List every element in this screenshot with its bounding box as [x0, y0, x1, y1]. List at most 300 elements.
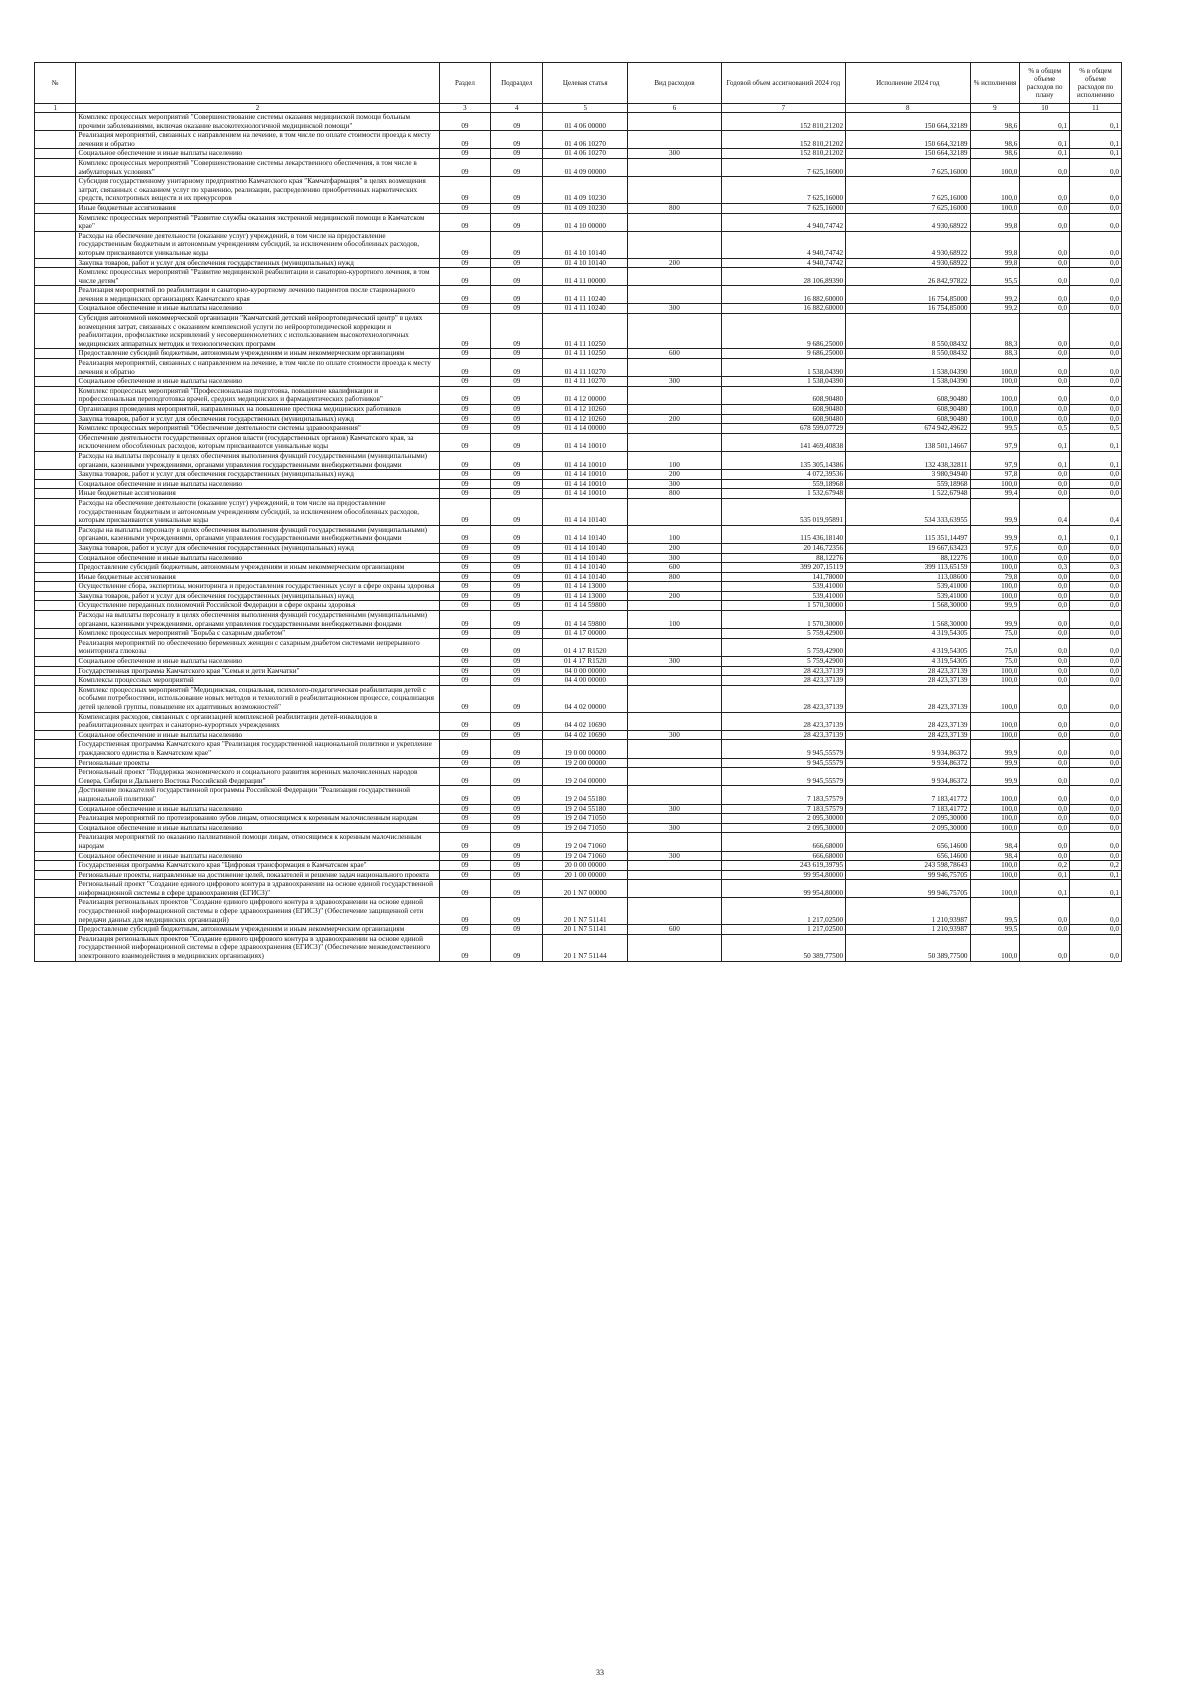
share-plan-cell: 0,0 [1020, 349, 1070, 359]
expense-type-cell [628, 934, 721, 961]
column-number: 4 [491, 104, 543, 113]
podrazdel-cell: 09 [491, 489, 543, 499]
target-article-cell: 01 4 14 13000 [543, 591, 628, 601]
razdel-cell: 09 [439, 304, 491, 314]
name-cell: Реализация мероприятий по оказанию паллиативной помощи лицам, относящимся к коренным малочисленным народам [76, 833, 439, 851]
name-cell: Компенсация расходов, связанных с организацией комплексной реабилитации детей-инвалидов в реабилитационных центрах и санаторно-курортных учреждениях [76, 712, 439, 730]
execution-percent-cell: 97,8 [970, 470, 1020, 480]
razdel-cell: 09 [439, 258, 491, 268]
share-exec-cell: 0,0 [1070, 479, 1122, 489]
share-exec-cell: 0,0 [1070, 231, 1122, 258]
name-cell: Социальное обеспечение и иные выплаты населению [76, 377, 439, 387]
execution-percent-cell: 95,5 [970, 268, 1020, 286]
table-row [35, 870, 1122, 880]
plan-amount-cell: 539,41000 [721, 591, 845, 601]
row-num-cell [35, 851, 76, 861]
table-row [35, 833, 1122, 851]
execution-percent-cell: 100,0 [970, 203, 1020, 213]
table-row [35, 304, 1122, 314]
razdel-cell: 09 [439, 131, 491, 149]
name-cell: Региональные проекты, направленные на достижение целей, показателей и решение задач национального проекта [76, 870, 439, 880]
share-plan-cell: 0,0 [1020, 405, 1070, 415]
plan-amount-cell: 152 810,21202 [721, 131, 845, 149]
execution-percent-cell: 100,0 [970, 177, 1020, 204]
name-cell: Комплекс процессных мероприятий "Медицинская, социальная, психолого-педагогическая реабилитация детей с особыми потребностями, использование новых методов и технологий в реабилитационном процессе, социализация детей целевой группы, повышение их адаптивных возможностей" [76, 685, 439, 712]
razdel-cell: 09 [439, 572, 491, 582]
name-cell: Социальное обеспечение и иные выплаты населению [76, 657, 439, 667]
fact-amount-cell: 1 522,67948 [846, 489, 970, 499]
share-plan-cell: 0,0 [1020, 479, 1070, 489]
target-article-cell: 19 0 00 00000 [543, 740, 628, 758]
row-num-cell [35, 405, 76, 415]
share-exec-cell: 0,0 [1070, 712, 1122, 730]
execution-percent-cell: 97,9 [970, 433, 1020, 451]
name-cell: Закупка товаров, работ и услуг для обеспечения государственных (муниципальных) нужд [76, 414, 439, 424]
table-row [35, 676, 1122, 686]
target-article-cell: 04 4 02 10690 [543, 712, 628, 730]
plan-amount-cell: 99 954,80000 [721, 880, 845, 898]
target-article-cell: 01 4 11 10240 [543, 286, 628, 304]
fact-amount-cell: 8 550,08432 [846, 314, 970, 349]
razdel-cell: 09 [439, 414, 491, 424]
expense-type-cell [628, 833, 721, 851]
execution-percent-cell: 99,9 [970, 601, 1020, 611]
podrazdel-cell: 09 [491, 286, 543, 304]
plan-amount-cell: 4 940,74742 [721, 258, 845, 268]
share-plan-cell: 0,0 [1020, 638, 1070, 656]
row-num-cell [35, 553, 76, 563]
plan-amount-cell: 535 019,95891 [721, 498, 845, 525]
expense-type-cell [628, 314, 721, 349]
row-num-cell [35, 591, 76, 601]
row-num-cell [35, 113, 76, 131]
table-row [35, 814, 1122, 824]
table-row [35, 685, 1122, 712]
share-exec-cell: 0,0 [1070, 657, 1122, 667]
target-article-cell: 01 4 17 R1520 [543, 657, 628, 667]
name-cell: Региональные проекты [76, 758, 439, 768]
razdel-cell: 09 [439, 730, 491, 740]
name-cell: Субсидия автономной некоммерческой организации "Камчатский детский нейроортопедический центр" в целях возмещения затрат, связанных с оказанием комплексной услуги по нейроортопедической коррекции и реабилитации, профилактике искривлений у несовершеннолетних с использованием высокотехнологичных медицинских аппаратных методик и технологических программ [76, 314, 439, 349]
share-exec-cell: 0,0 [1070, 158, 1122, 176]
plan-amount-cell: 152 810,21202 [721, 149, 845, 159]
row-num-cell [35, 158, 76, 176]
plan-amount-cell: 2 095,30000 [721, 814, 845, 824]
fact-amount-cell: 559,18968 [846, 479, 970, 489]
plan-amount-cell: 1 217,02500 [721, 898, 845, 925]
execution-percent-cell: 99,9 [970, 740, 1020, 758]
name-cell: Расходы на обеспечение деятельности (оказание услуг) учреждений, в том числе на предоставление государственным бюджетным и автономным учреждениям субсидий, за исключением обособленных расходов, которым присваиваются уникальные коды [76, 231, 439, 258]
execution-percent-cell: 100,0 [970, 359, 1020, 377]
name-cell: Комплексы процессных мероприятий [76, 676, 439, 686]
share-plan-cell: 0,0 [1020, 582, 1070, 592]
row-num-cell [35, 563, 76, 573]
share-exec-cell: 0,0 [1070, 203, 1122, 213]
name-cell: Расходы на выплаты персоналу в целях обеспечения выполнения функций государственными (муниципальными) органами, казенными учреждениями, органами управления государственными внебюджетными фондами [76, 451, 439, 469]
plan-amount-cell: 99 954,80000 [721, 870, 845, 880]
execution-percent-cell: 100,0 [970, 804, 1020, 814]
name-cell: Государственная программа Камчатского края "Цифровая трансформация в Камчатском крае" [76, 861, 439, 871]
table-row [35, 611, 1122, 629]
plan-amount-cell: 28 106,89390 [721, 268, 845, 286]
table-row [35, 470, 1122, 480]
share-plan-cell: 0,2 [1020, 861, 1070, 871]
target-article-cell: 20 1 00 00000 [543, 870, 628, 880]
razdel-cell: 09 [439, 601, 491, 611]
share-plan-cell: 0,0 [1020, 804, 1070, 814]
name-cell: Осуществление переданных полномочий Российской Федерации в сфере охраны здоровья [76, 601, 439, 611]
share-plan-cell: 0,0 [1020, 359, 1070, 377]
target-article-cell: 01 4 14 59800 [543, 611, 628, 629]
row-num-cell [35, 349, 76, 359]
table-row [35, 149, 1122, 159]
expense-type-cell [628, 213, 721, 231]
share-plan-cell: 0,1 [1020, 525, 1070, 543]
row-num-cell [35, 231, 76, 258]
name-cell: Организация проведения мероприятий, направленных на повышение престижа медицинских работников [76, 405, 439, 415]
target-article-cell: 01 4 12 10260 [543, 405, 628, 415]
expense-type-cell: 300 [628, 804, 721, 814]
row-num-cell [35, 685, 76, 712]
plan-amount-cell: 152 810,21202 [721, 113, 845, 131]
target-article-cell: 01 4 14 10140 [543, 525, 628, 543]
target-article-cell: 01 4 11 10250 [543, 349, 628, 359]
name-cell: Социальное обеспечение и иные выплаты населению [76, 553, 439, 563]
execution-percent-cell: 97,9 [970, 451, 1020, 469]
share-exec-cell: 0,1 [1070, 433, 1122, 451]
plan-amount-cell: 608,90480 [721, 405, 845, 415]
plan-amount-cell: 9 945,55579 [721, 768, 845, 786]
razdel-cell: 09 [439, 591, 491, 601]
expense-type-cell [628, 786, 721, 804]
name-cell: Расходы на выплаты персоналу в целях обеспечения выполнения функций государственными (муниципальными) органами, казенными учреждениями, органами управления государственными внебюджетными фондами [76, 611, 439, 629]
plan-amount-cell: 666,68000 [721, 833, 845, 851]
target-article-cell: 01 4 11 10240 [543, 304, 628, 314]
row-num-cell [35, 479, 76, 489]
column-number-row [35, 104, 1122, 113]
name-cell: Закупка товаров, работ и услуг для обеспечения государственных (муниципальных) нужд [76, 591, 439, 601]
podrazdel-cell: 09 [491, 349, 543, 359]
name-cell: Реализация мероприятий, связанных с направлением на лечение, в том числе по оплате стоимости проезда к месту лечения и обратно [76, 359, 439, 377]
table-row [35, 349, 1122, 359]
plan-amount-cell: 539,41000 [721, 582, 845, 592]
name-cell: Реализация мероприятий по протезированию зубов лицам, относящимся к коренным малочисленным народам [76, 814, 439, 824]
podrazdel-cell: 09 [491, 498, 543, 525]
fact-amount-cell: 656,14600 [846, 833, 970, 851]
execution-percent-cell: 100,0 [970, 786, 1020, 804]
execution-percent-cell: 100,0 [970, 377, 1020, 387]
expense-type-cell [628, 676, 721, 686]
name-cell: Социальное обеспечение и иные выплаты населению [76, 823, 439, 833]
execution-percent-cell: 98,6 [970, 131, 1020, 149]
share-plan-cell: 0,0 [1020, 386, 1070, 404]
table-row [35, 268, 1122, 286]
expense-type-cell: 100 [628, 525, 721, 543]
target-article-cell: 01 4 06 00000 [543, 113, 628, 131]
podrazdel-cell: 09 [491, 314, 543, 349]
execution-percent-cell: 100,0 [970, 563, 1020, 573]
share-plan-cell: 0,0 [1020, 258, 1070, 268]
podrazdel-cell: 09 [491, 934, 543, 961]
execution-percent-cell: 79,8 [970, 572, 1020, 582]
fact-amount-cell: 99 946,75705 [846, 870, 970, 880]
expense-type-cell: 100 [628, 451, 721, 469]
share-exec-cell: 0,0 [1070, 629, 1122, 639]
expense-type-cell: 300 [628, 304, 721, 314]
share-plan-cell: 0,0 [1020, 934, 1070, 961]
execution-percent-cell: 100,0 [970, 730, 1020, 740]
plan-amount-cell: 28 423,37139 [721, 730, 845, 740]
name-cell: Государственная программа Камчатского края "Реализация государственной национальной политики и укрепление гражданского единства в Камчатском крае" [76, 740, 439, 758]
razdel-cell: 09 [439, 814, 491, 824]
podrazdel-cell: 09 [491, 758, 543, 768]
podrazdel-cell: 09 [491, 405, 543, 415]
name-cell: Региональный проект "Создание единого цифрового контура в здравоохранении на основе единой государственной информационной системы в сфере здравоохранения (ЕГИСЗ)" [76, 880, 439, 898]
razdel-cell: 09 [439, 934, 491, 961]
col-vr-header: Вид расходов [628, 63, 721, 104]
execution-percent-cell: 100,0 [970, 870, 1020, 880]
plan-amount-cell: 135 305,14386 [721, 451, 845, 469]
share-plan-cell: 0,1 [1020, 113, 1070, 131]
expense-type-cell [628, 814, 721, 824]
name-cell: Расходы на обеспечение деятельности (оказание услуг) учреждений, в том числе на предоставление государственным бюджетным и автономным учреждениям субсидий, за исключением обособленных расходов, которым присваиваются уникальные коды [76, 498, 439, 525]
fact-amount-cell: 4 930,68922 [846, 258, 970, 268]
razdel-cell: 09 [439, 851, 491, 861]
razdel-cell: 09 [439, 898, 491, 925]
share-plan-cell: 0,0 [1020, 414, 1070, 424]
row-num-cell [35, 758, 76, 768]
razdel-cell: 09 [439, 582, 491, 592]
row-num-cell [35, 203, 76, 213]
plan-amount-cell: 5 759,42900 [721, 629, 845, 639]
razdel-cell: 09 [439, 231, 491, 258]
row-num-cell [35, 489, 76, 499]
name-cell: Комплекс процессных мероприятий "Совершенствование системы лекарственного обеспечения, в том числе в амбулаторных условиях" [76, 158, 439, 176]
expense-type-cell [628, 861, 721, 871]
share-plan-cell: 0,0 [1020, 158, 1070, 176]
col-razdel-header: Раздел [439, 63, 491, 104]
plan-amount-cell: 1 570,30000 [721, 601, 845, 611]
podrazdel-cell: 09 [491, 414, 543, 424]
table-row [35, 601, 1122, 611]
podrazdel-cell: 09 [491, 880, 543, 898]
expense-type-cell: 300 [628, 823, 721, 833]
razdel-cell: 09 [439, 359, 491, 377]
share-exec-cell: 0,0 [1070, 268, 1122, 286]
plan-amount-cell: 9 686,25000 [721, 314, 845, 349]
table-row [35, 414, 1122, 424]
execution-percent-cell: 100,0 [970, 823, 1020, 833]
share-exec-cell: 0,0 [1070, 553, 1122, 563]
plan-amount-cell: 1 570,30000 [721, 611, 845, 629]
target-article-cell: 20 1 N7 51141 [543, 925, 628, 935]
table-row [35, 880, 1122, 898]
share-plan-cell: 0,1 [1020, 433, 1070, 451]
fact-amount-cell: 7 183,41772 [846, 804, 970, 814]
row-num-cell [35, 572, 76, 582]
fact-amount-cell: 28 423,37139 [846, 712, 970, 730]
row-num-cell [35, 498, 76, 525]
column-number: 1 [35, 104, 76, 113]
expense-type-cell: 300 [628, 851, 721, 861]
row-num-cell [35, 638, 76, 656]
page-number: 33 [596, 1668, 604, 1677]
name-cell: Расходы на выплаты персоналу в целях обеспечения выполнения функций государственными (муниципальными) органами, казенными учреждениями, органами управления государственными внебюджетными фондами [76, 525, 439, 543]
share-exec-cell: 0,0 [1070, 676, 1122, 686]
execution-percent-cell: 98,4 [970, 833, 1020, 851]
execution-percent-cell: 100,0 [970, 414, 1020, 424]
name-cell: Субсидия государственному унитарному предприятию Камчатского края "Камчатфармация" в целях возмещения затрат, связанных с оказанием услуг по хранению, реализации, распределению приобретенных наркотических средств, психотропных веществ и их прекурсоров [76, 177, 439, 204]
table-row [35, 314, 1122, 349]
expense-type-cell [628, 433, 721, 451]
podrazdel-cell: 09 [491, 113, 543, 131]
table-row [35, 823, 1122, 833]
target-article-cell: 04 0 00 00000 [543, 666, 628, 676]
expense-type-cell [628, 666, 721, 676]
row-num-cell [35, 880, 76, 898]
share-plan-cell: 0,0 [1020, 377, 1070, 387]
plan-amount-cell: 1 532,67948 [721, 489, 845, 499]
share-exec-cell: 0,0 [1070, 405, 1122, 415]
razdel-cell: 09 [439, 377, 491, 387]
table-row [35, 563, 1122, 573]
name-cell: Комплекс процессных мероприятий "Профессиональная подготовка, повышение квалификации и профессиональная переподготовка врачей, средних медицинских и фармацевтических работников" [76, 386, 439, 404]
razdel-cell: 09 [439, 433, 491, 451]
share-plan-cell: 0,0 [1020, 823, 1070, 833]
name-cell: Закупка товаров, работ и услуг для обеспечения государственных (муниципальных) нужд [76, 470, 439, 480]
fact-amount-cell: 28 423,37139 [846, 676, 970, 686]
execution-percent-cell: 99,8 [970, 258, 1020, 268]
expense-type-cell [628, 758, 721, 768]
expense-type-cell [628, 359, 721, 377]
share-exec-cell: 0,0 [1070, 572, 1122, 582]
table-body [35, 113, 1122, 962]
share-plan-cell: 0,0 [1020, 925, 1070, 935]
execution-percent-cell: 98,6 [970, 149, 1020, 159]
name-cell: Социальное обеспечение и иные выплаты населению [76, 304, 439, 314]
razdel-cell: 09 [439, 638, 491, 656]
row-num-cell [35, 870, 76, 880]
execution-percent-cell: 100,0 [970, 553, 1020, 563]
podrazdel-cell: 09 [491, 470, 543, 480]
plan-amount-cell: 5 759,42900 [721, 657, 845, 667]
expense-type-cell [628, 880, 721, 898]
column-number: 5 [543, 104, 628, 113]
name-cell: Государственная программа Камчатского края "Семья и дети Камчатки" [76, 666, 439, 676]
share-exec-cell: 0,1 [1070, 149, 1122, 159]
podrazdel-cell: 09 [491, 433, 543, 451]
share-plan-cell: 0,0 [1020, 543, 1070, 553]
fact-amount-cell: 115 351,14497 [846, 525, 970, 543]
razdel-cell: 09 [439, 386, 491, 404]
name-cell: Реализация региональных проектов "Создание единого цифрового контура в здравоохранении на основе единой государственной информационной системы в сфере здравоохранения (ЕГИСЗ)" (Обеспечение межведомственного электронного взаимодействия в медицинских организациях) [76, 934, 439, 961]
expense-type-cell: 300 [628, 730, 721, 740]
razdel-cell: 09 [439, 149, 491, 159]
share-exec-cell: 0,1 [1070, 113, 1122, 131]
name-cell: Осуществление сбора, экспертизы, мониторинга и предоставления государственных услуг в сфере охраны здоровья [76, 582, 439, 592]
expense-type-cell: 600 [628, 349, 721, 359]
row-num-cell [35, 414, 76, 424]
table-row [35, 213, 1122, 231]
table-row [35, 113, 1122, 131]
row-num-cell [35, 768, 76, 786]
podrazdel-cell: 09 [491, 591, 543, 601]
plan-amount-cell: 1 538,04390 [721, 377, 845, 387]
fact-amount-cell: 150 664,32189 [846, 131, 970, 149]
column-number: 9 [970, 104, 1020, 113]
fact-amount-cell: 7 625,16000 [846, 203, 970, 213]
fact-amount-cell: 608,90480 [846, 386, 970, 404]
fact-amount-cell: 608,90480 [846, 414, 970, 424]
share-exec-cell: 0,0 [1070, 582, 1122, 592]
share-exec-cell: 0,0 [1070, 823, 1122, 833]
target-article-cell: 01 4 14 10140 [543, 498, 628, 525]
name-cell: Закупка товаров, работ и услуг для обеспечения государственных (муниципальных) нужд [76, 543, 439, 553]
podrazdel-cell: 09 [491, 268, 543, 286]
col-cs-header: Целевая статья [543, 63, 628, 104]
table-row [35, 498, 1122, 525]
target-article-cell: 20 1 N7 00000 [543, 880, 628, 898]
expense-type-cell: 200 [628, 258, 721, 268]
fact-amount-cell: 7 625,16000 [846, 158, 970, 176]
razdel-cell: 09 [439, 712, 491, 730]
table-row [35, 629, 1122, 639]
podrazdel-cell: 09 [491, 823, 543, 833]
razdel-cell: 09 [439, 268, 491, 286]
execution-percent-cell: 100,0 [970, 676, 1020, 686]
table-row [35, 177, 1122, 204]
podrazdel-cell: 09 [491, 359, 543, 377]
fact-amount-cell: 26 842,97822 [846, 268, 970, 286]
razdel-cell: 09 [439, 786, 491, 804]
share-exec-cell: 0,0 [1070, 314, 1122, 349]
razdel-cell: 09 [439, 676, 491, 686]
expense-type-cell: 800 [628, 203, 721, 213]
table-row [35, 258, 1122, 268]
podrazdel-cell: 09 [491, 611, 543, 629]
plan-amount-cell: 7 183,57579 [721, 804, 845, 814]
execution-percent-cell: 99,8 [970, 231, 1020, 258]
col-fact-header: Исполнение 2024 год [846, 63, 970, 104]
execution-percent-cell: 99,5 [970, 898, 1020, 925]
table-row [35, 433, 1122, 451]
execution-percent-cell: 99,9 [970, 758, 1020, 768]
expense-type-cell [628, 405, 721, 415]
fact-amount-cell: 132 438,32811 [846, 451, 970, 469]
row-num-cell [35, 213, 76, 231]
target-article-cell: 01 4 14 13000 [543, 582, 628, 592]
fact-amount-cell: 150 664,32189 [846, 149, 970, 159]
share-plan-cell: 0,0 [1020, 786, 1070, 804]
col-share-plan-header: % в общем объеме расходов по плану [1020, 63, 1070, 104]
row-num-cell [35, 258, 76, 268]
row-num-cell [35, 730, 76, 740]
expense-type-cell [628, 386, 721, 404]
expense-type-cell [628, 685, 721, 712]
plan-amount-cell: 7 625,16000 [721, 203, 845, 213]
expense-type-cell: 800 [628, 572, 721, 582]
fact-amount-cell: 608,90480 [846, 405, 970, 415]
row-num-cell [35, 131, 76, 149]
razdel-cell: 09 [439, 525, 491, 543]
table-row [35, 553, 1122, 563]
share-plan-cell: 0,0 [1020, 851, 1070, 861]
expense-type-cell: 200 [628, 470, 721, 480]
razdel-cell: 09 [439, 470, 491, 480]
share-exec-cell: 0,0 [1070, 851, 1122, 861]
target-article-cell: 01 4 12 00000 [543, 386, 628, 404]
name-cell: Предоставление субсидий бюджетным, автономным учреждениям и иным некоммерческим организациям [76, 563, 439, 573]
